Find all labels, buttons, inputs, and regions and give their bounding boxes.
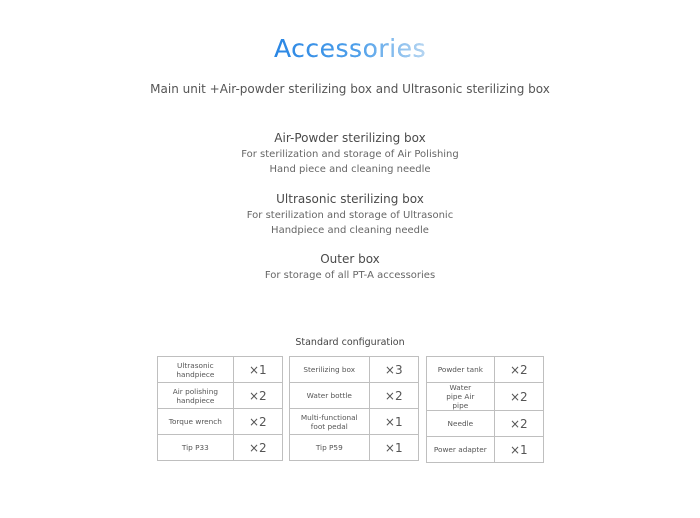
item-name: Multi-functional foot pedal <box>290 409 370 435</box>
config-table-2 <box>289 356 419 461</box>
table-row <box>290 409 419 435</box>
item-quantity: ×1 <box>233 357 282 383</box>
intro-text: Main unit +Air-powder sterilizing box and Ultrasonic sterilizing box <box>150 82 550 96</box>
item-quantity: ×2 <box>494 411 543 437</box>
item-quantity: ×1 <box>369 435 418 461</box>
item-quantity: ×2 <box>494 383 543 411</box>
item-name: Power adapter <box>427 437 495 463</box>
table-row <box>158 409 283 435</box>
item-name: Ultrasonic handpiece <box>158 357 234 383</box>
section-heading: Ultrasonic sterilizing box <box>276 192 424 206</box>
table-row <box>158 383 283 409</box>
item-quantity: ×2 <box>233 383 282 409</box>
section-heading: Air-Powder sterilizing box <box>274 131 426 145</box>
section-ultrasonic-box <box>150 191 550 238</box>
item-quantity: ×2 <box>494 357 543 383</box>
item-quantity: ×3 <box>369 357 418 383</box>
item-name: Tip P33 <box>158 435 234 461</box>
section-description: For storage of all PT-A accessories <box>264 270 436 281</box>
table-row <box>290 357 419 383</box>
table-row <box>427 437 544 463</box>
table-row <box>158 435 283 461</box>
item-quantity: ×2 <box>233 409 282 435</box>
config-table-3 <box>426 356 544 463</box>
item-name: Water bottle <box>290 383 370 409</box>
table-row <box>158 357 283 383</box>
table-row <box>427 411 544 437</box>
page-title: Accessories <box>0 34 700 63</box>
item-name: Needle <box>427 411 495 437</box>
item-quantity: ×1 <box>494 437 543 463</box>
table-row <box>290 383 419 409</box>
item-quantity: ×2 <box>233 435 282 461</box>
section-description: For sterilization and storage of Air Polishing Hand piece and cleaning needle <box>241 149 459 175</box>
table-row <box>427 383 544 411</box>
section-air-powder-box <box>150 130 550 177</box>
item-name: Air polishing handpiece <box>158 383 234 409</box>
table-row <box>290 435 419 461</box>
item-name: Sterilizing box <box>290 357 370 383</box>
item-name: Powder tank <box>427 357 495 383</box>
item-name: Torque wrench <box>158 409 234 435</box>
section-heading: Outer box <box>320 252 380 266</box>
config-table-1 <box>157 356 283 461</box>
item-name: Tip P59 <box>290 435 370 461</box>
section-description: For sterilization and storage of Ultrasonic Handpiece and cleaning needle <box>246 210 454 236</box>
section-outer-box <box>150 251 550 283</box>
item-quantity: ×2 <box>369 383 418 409</box>
item-quantity: ×1 <box>369 409 418 435</box>
table-row <box>427 357 544 383</box>
config-title: Standard configuration <box>295 337 405 348</box>
item-name: Water pipe Air pipe <box>427 383 495 411</box>
